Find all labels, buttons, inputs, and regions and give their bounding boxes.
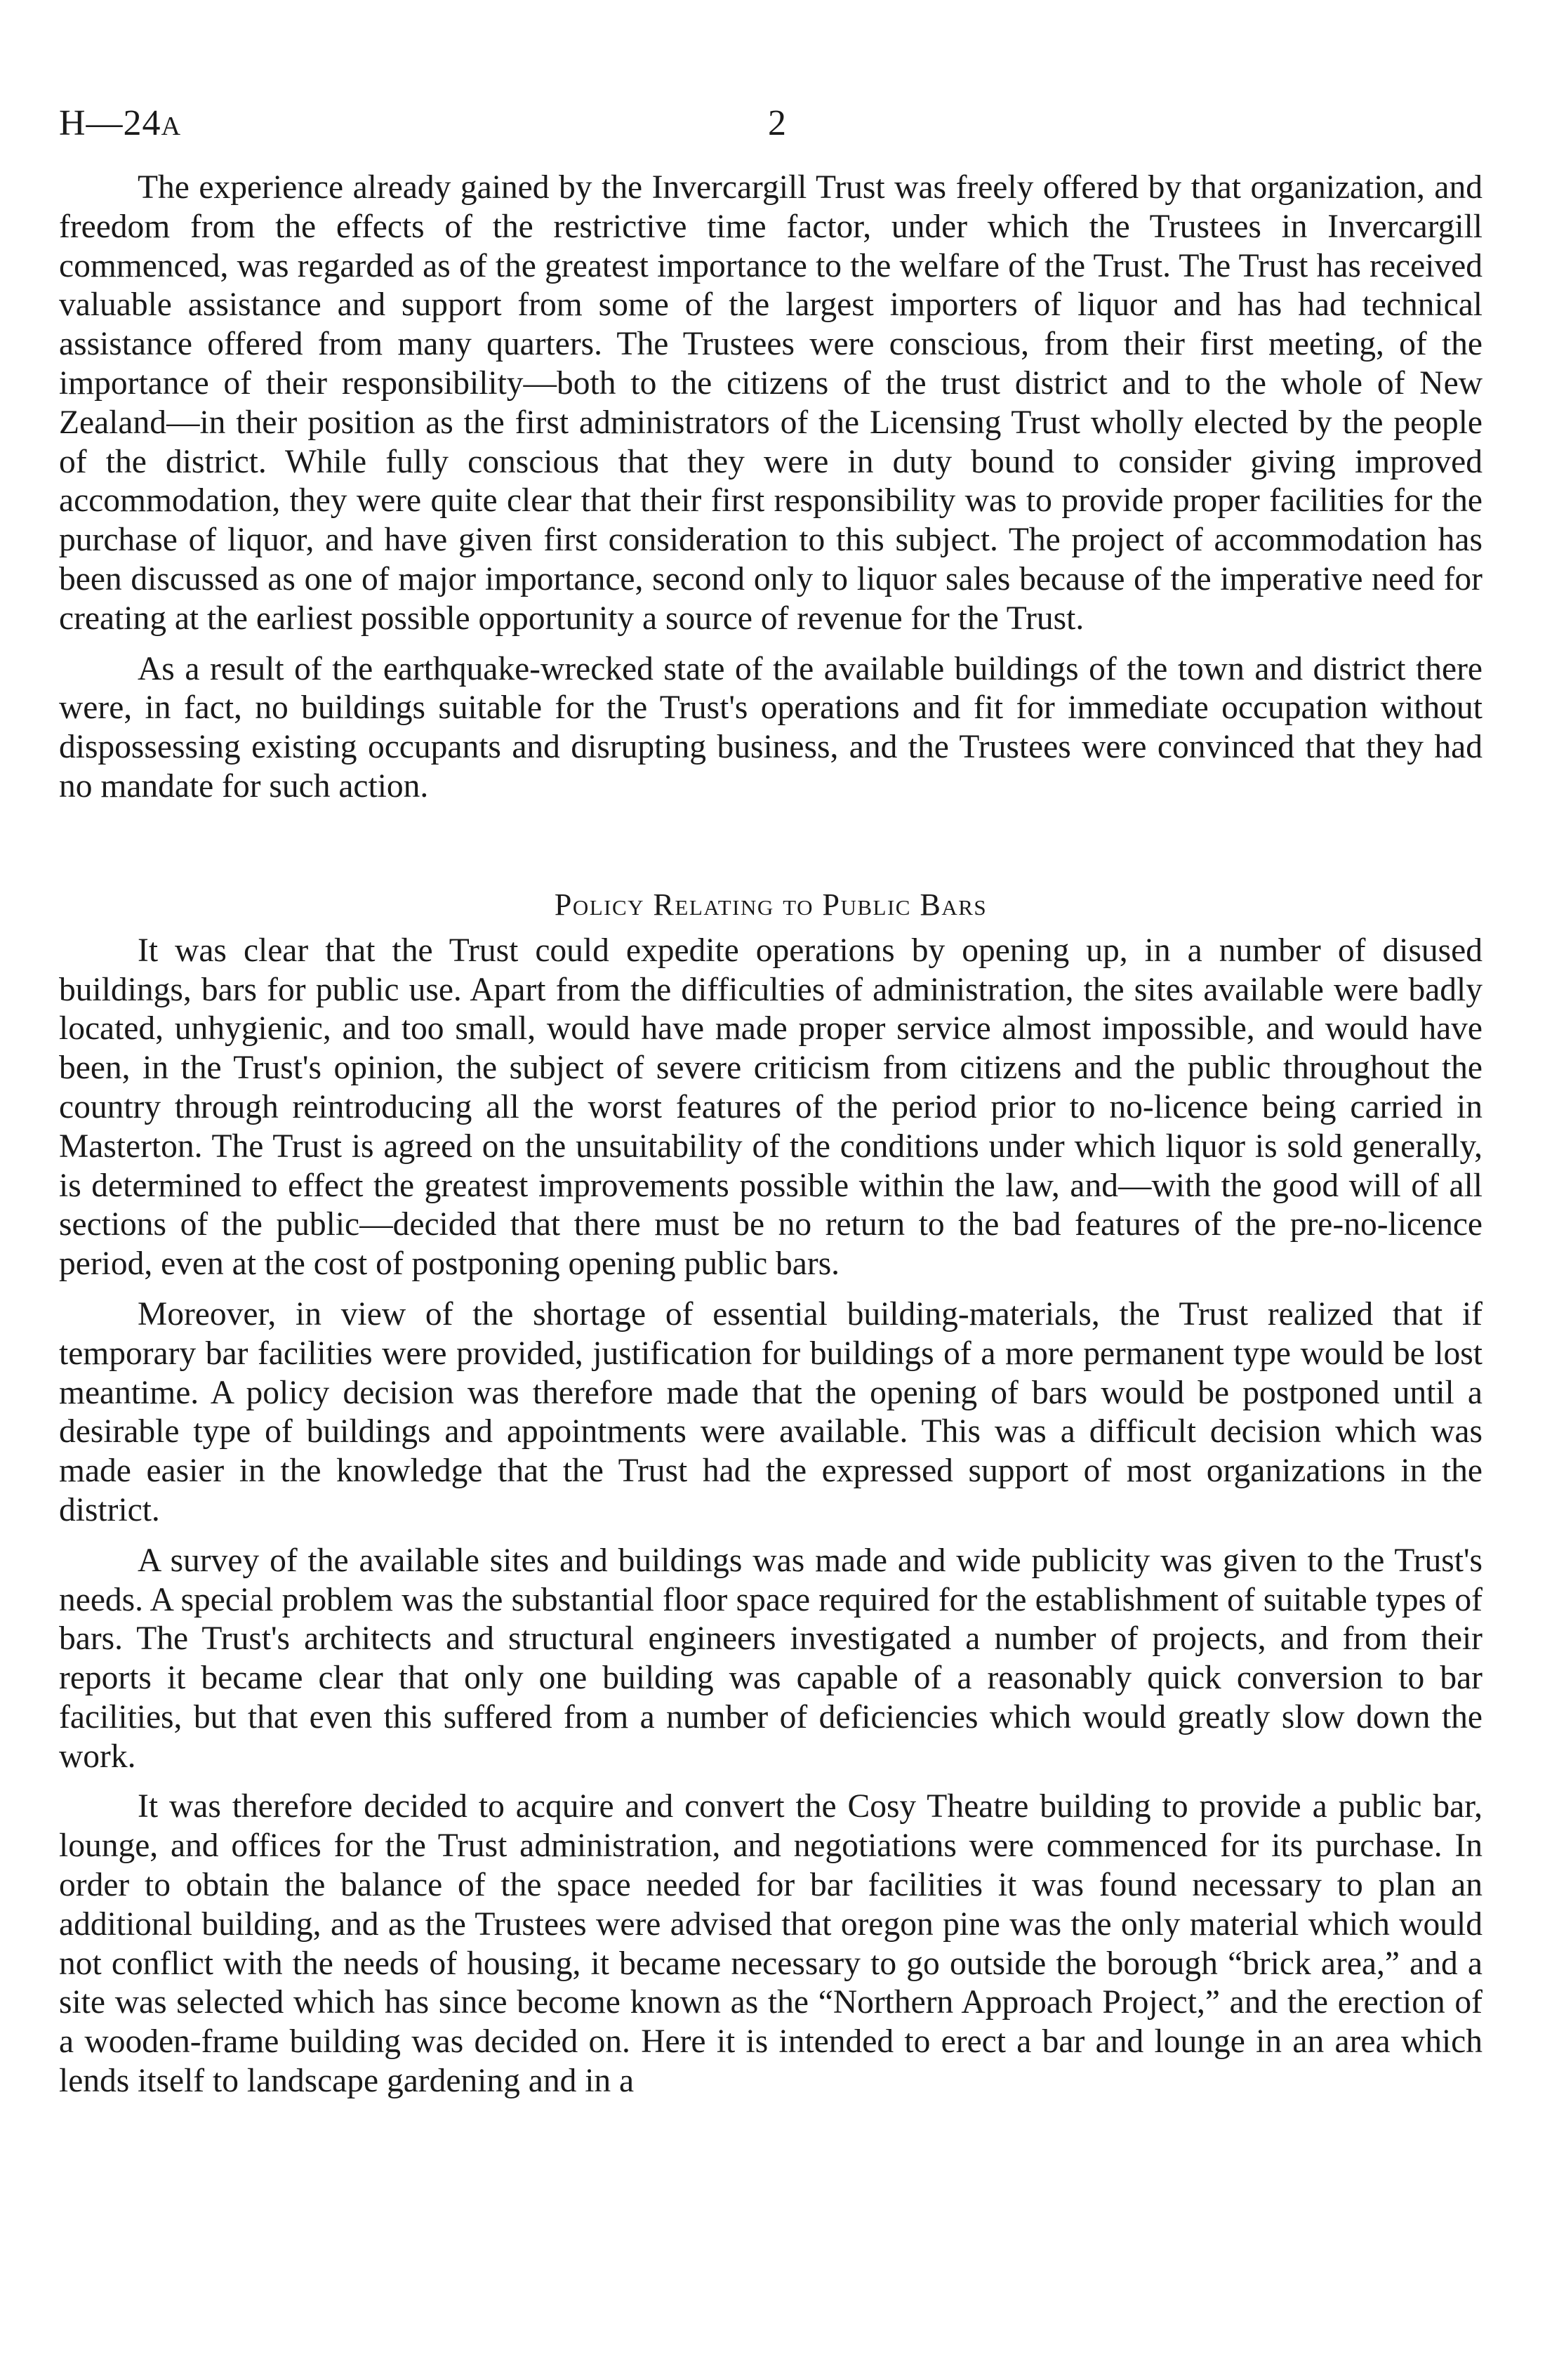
paragraph: Moreover, in view of the shortage of essential building-materials, the Trust realized that if temporary bar facilities were provided, justification for buildings of a more permanent type would be lost meantime. A policy decision was therefore made that the opening of bars would be postponed until a desirable type of buildings and appointments were available. This was a difficult decision which was made easier in the knowledge that the Trust had the expressed support of most organizations in the district. (59, 1295, 1483, 1528)
page-header (59, 105, 1483, 168)
section-heading: Policy Relating to Public Bars (554, 887, 988, 922)
paragraph: As a result of the earthquake-wrecked state of the available buildings of the town and district there were, in fact, no buildings suitable for the Trust's operations and fit for immediate occupation without dispossessing existing occupants and disrupting business, and the Trustees were convinced that they had no mandate for such action. (59, 650, 1483, 805)
public-bars-section (59, 884, 1483, 2101)
paragraph: It was clear that the Trust could expedite operations by opening up, in a number of disused buildings, bars for public use. Apart from the difficulties of administration, the sites available were badly located, unhygienic, and too small, would have made proper service almost impossible, and would have been, in the Trust's opinion, the subject of severe criticism from citizens and the public throughout the country through reintroducing all the worst features of the period prior to no-licence being carried in Masterton. The Trust is agreed on the unsuitability of the conditions under which liquor is sold generally, is determined to effect the greatest improvements possible within the law, and—with the good will of all sections of the public—decided that there must be no return to the bad features of the pre-no-licence period, even at the cost of postponing opening public bars. (59, 932, 1483, 1283)
paragraph: A survey of the available sites and buildings was made and wide publicity was given to the Trust's needs. A special problem was the substantial floor space required for the establishment of suitable types of bars. The Trust's architects and structural engineers investigated a number of projects, and from their reports it became clear that only one building was capable of a reasonably quick conversion to bar facilities, but that even this suffered from a number of deficiencies which would greatly slow down the work. (59, 1542, 1483, 1775)
document-reference-suffix: A (161, 112, 182, 141)
document-reference (59, 105, 181, 142)
intro-section (59, 168, 1483, 807)
paragraph: It was therefore decided to acquire and convert the Cosy Theatre building to provide a public bar, lounge, and offices for the Trust administration, and negotiations were commenced for its purchase. In order to obtain the balance of the space needed for bar facilities it was found necessary to plan an additional building, and as the Trustees were advised that oregon pine was the only material which would not conflict with the needs of housing, it became necessary to go outside the borough “brick area,” and a site was selected which has since become known as the “Northern Approach Project,” and the erection of a wooden-frame building was decided on. Here it is intended to erect a bar and lounge in an area which lends itself to landscape gardening and in a (59, 1788, 1483, 2100)
page-number: 2 (768, 103, 786, 143)
paragraph: The experience already gained by the Invercargill Trust was freely offered by that organization, and freedom from the effects of the restrictive time factor, under which the Trustees in Invercargill commenced, was regarded as of the greatest importance to the welfare of the Trust. The Trust has received valuable assistance and support from some of the largest importers of liquor and has had technical assistance offered from many quarters. The Trustees were conscious, from their first meeting, of the importance of their responsibility—both to the citizens of the trust district and to the whole of New Zealand—in their position as the first administrators of the Licensing Trust wholly elected by the people of the district. While fully conscious that they were in duty bound to consider giving improved accommodation, they were quite clear that their first responsibility was to provide proper facilities for the purchase of liquor, and have given first consideration to this subject. The project of accommodation has been discussed as one of major importance, second only to liquor sales because of the imperative need for creating at the earliest possible opportunity a source of revenue for the Trust. (59, 169, 1483, 637)
document-reference-main: H—24 (59, 103, 161, 143)
document-page (59, 105, 1483, 2113)
